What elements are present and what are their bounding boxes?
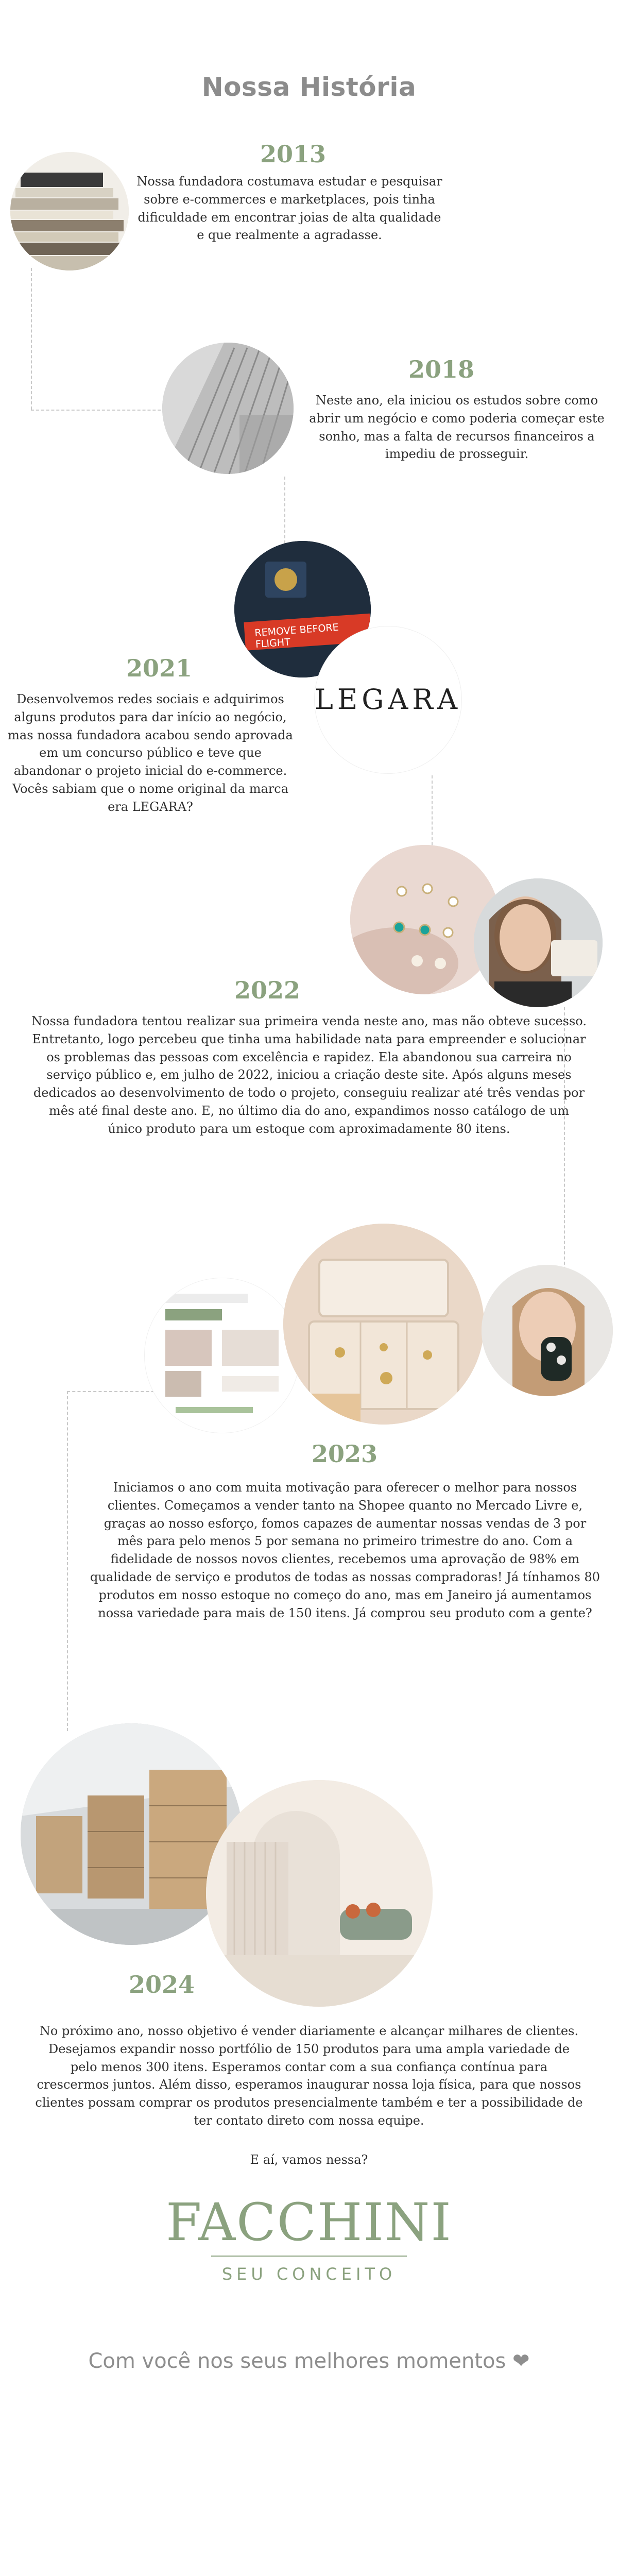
- jewelry-box-photo: [283, 1224, 484, 1425]
- website-screenshot-photo: [144, 1278, 300, 1433]
- brand-tagline-text: Com você nos seus melhores momentos: [88, 2349, 506, 2373]
- text-2023: Iniciamos o ano com muita motivação para oferecer o melhor para nossos clientes. Começamos a vender tanto na Shopee quanto no Mercado Livre e, graças ao nosso esforço, fomos capazes de aumentar nossas vendas de 3 por mês para pelo menos 5 por semana no primeiro trimestre do ano. Com a fidelidade de nossos novos clientes, recebemos uma aprovação de 98% em qualidade de serviço e produtos de todas as nossas compradoras! Já tínhamos 80 produtos em nosso estoque no começo do ano, mas em Janeiro já aumentamos nossa variedade para mais de 150 itens. Já comprou seu produto com a gente?: [90, 1480, 600, 1620]
- remove-tag-label: REMOVE BEFORE FLIGHT: [254, 621, 339, 650]
- text-2024: No próximo ano, nosso objetivo é vender diariamente e alcançar milhares de clientes. Desejamos expandir nosso portfólio de 150 produtos para uma ampla variedade de pelo menos 300 itens. Esperamos contar com a sua confiança contínua para crescermos juntos. Além disso, esperamos inaugurar nossa loja física, para que nossos clientes possam comprar os produtos presencialmente também e ter a possibilidade de ter contato direto com nossa equipe.: [35, 2024, 583, 2128]
- books-photo: [10, 152, 129, 270]
- brand-logo-divider: [211, 2256, 407, 2257]
- store-interior-photo: [206, 1780, 433, 2007]
- founder-with-earrings-photo: [482, 1265, 613, 1396]
- timeline-connector: [31, 268, 32, 410]
- year-2018: 2018: [408, 355, 475, 383]
- text-2021: Desenvolvemos redes sociais e adquirimos alguns produtos para dar início ao negócio, mas nossa fundadora acabou sendo aprovada em um concurso público e teve que abandonar o projeto inicial do e-commerce. Vocês sabiam que o nome original da marca era LEGARA?: [8, 692, 293, 814]
- brand-logo: FACCHINI: [166, 2192, 452, 2252]
- year-2022: 2022: [234, 976, 301, 1004]
- page-title: Nossa História: [201, 72, 417, 102]
- heart-icon: ❤: [512, 2349, 530, 2373]
- text-2018: Neste ano, ela iniciou os estudos sobre como abrir um negócio e como poderia começar este sonho, mas a falta de recursos financeiros a impediu de prosseguir.: [309, 393, 605, 462]
- timeline-connector: [31, 410, 166, 411]
- closing-question: E aí, vamos nessa?: [250, 2153, 368, 2167]
- legara-logo-photo: [314, 626, 462, 774]
- timeline-connector: [67, 1391, 160, 1392]
- earrings-photo: [350, 845, 500, 994]
- timeline-connector: [67, 1391, 68, 1731]
- timeline-connector: [284, 477, 285, 544]
- brand-subtitle: SEU CONCEITO: [221, 2264, 397, 2284]
- building-photo: [162, 343, 294, 474]
- year-2024: 2024: [129, 1971, 195, 1998]
- text-2013: Nossa fundadora costumava estudar e pesquisar sobre e-commerces e marketplaces, pois tinha dificuldade em encontrar joias de alta qualidade e que realmente a agradasse.: [136, 174, 442, 243]
- legara-logo: LEGARA: [315, 683, 462, 716]
- brand-tagline: [0, 2349, 618, 2373]
- text-2022: Nossa fundadora tentou realizar sua primeira venda neste ano, mas não obteve sucesso. Entretanto, logo percebeu que tinha uma habilidade nata para empreender e solucionar os problemas das pessoas com excelência e rapidez. Ela abandonou sua carreira no serviço público e, em julho de 2022, iniciou a criação deste site. Após alguns meses dedicados ao desenvolvimento de todo o projeto, conseguiu realizar até três vendas por mês até final deste ano. E, no último dia do ano, expandimos nosso catálogo de um único produto para um estoque com aproximadamente 80 itens.: [31, 1014, 587, 1136]
- year-2021: 2021: [126, 654, 193, 682]
- year-2013: 2013: [260, 140, 327, 168]
- year-2023: 2023: [312, 1440, 378, 1468]
- founder-selfie-photo: [474, 878, 603, 1007]
